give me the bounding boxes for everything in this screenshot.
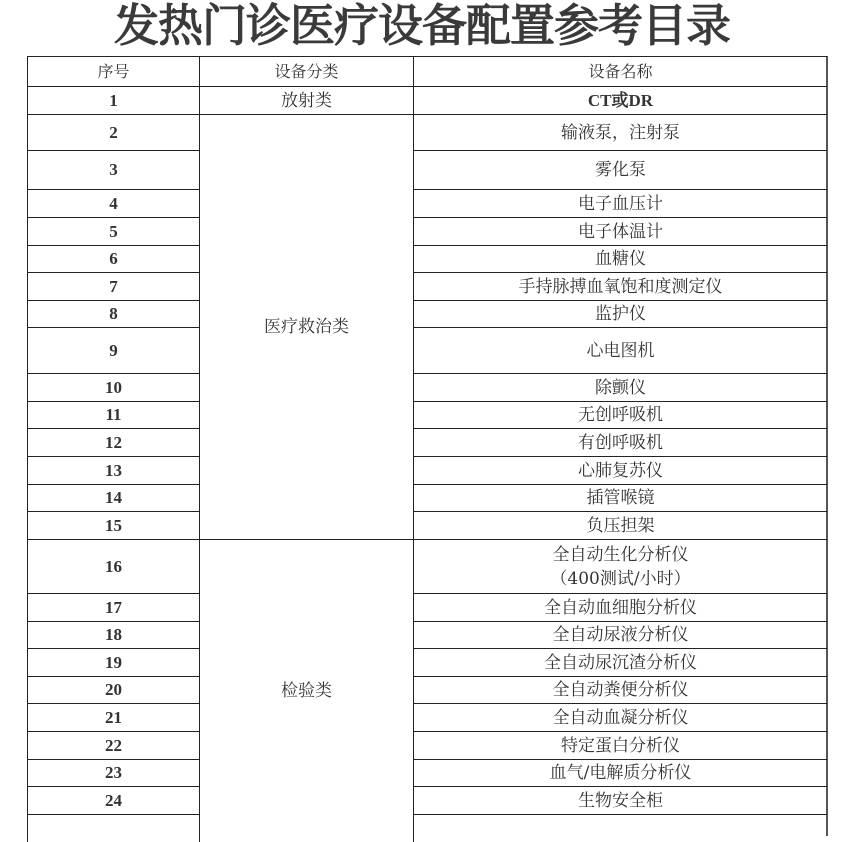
row-number: 24 — [27, 786, 199, 814]
category-cell: 放射类 — [199, 86, 413, 114]
row-number: 11 — [27, 401, 199, 428]
equipment-name — [413, 648, 827, 676]
row-number: 8 — [27, 300, 199, 327]
equipment-name-text: 手持脉搏血氧饱和度测定仪 — [518, 276, 723, 297]
equipment-name — [413, 676, 827, 703]
row-number: 4 — [27, 189, 199, 217]
equipment-name-text: 生物安全柜 — [578, 790, 663, 811]
equipment-name-text: 有创呼吸机 — [578, 432, 663, 453]
equipment-name-text: CT或DR — [587, 90, 654, 110]
equipment-name — [413, 217, 827, 245]
row-number: 13 — [27, 456, 199, 484]
equipment-name — [413, 245, 827, 272]
row-number: 7 — [27, 272, 199, 300]
equipment-name — [413, 786, 827, 814]
row-number: 6 — [27, 245, 199, 272]
equipment-name-partial — [413, 814, 827, 842]
equipment-table — [27, 56, 827, 836]
equipment-name-text: 心电图机 — [586, 340, 655, 361]
equipment-name — [413, 272, 827, 300]
equipment-name-text: 插管喉镜 — [586, 488, 655, 508]
equipment-name — [413, 150, 827, 189]
equipment-name-text: 雾化泵 — [595, 160, 646, 180]
equipment-name — [413, 428, 827, 456]
equipment-name — [413, 373, 827, 401]
equipment-name — [413, 484, 827, 511]
category-cell: 医疗救治类 — [199, 114, 413, 539]
row-number: 20 — [27, 676, 199, 703]
equipment-name — [413, 511, 827, 539]
row-number: 17 — [27, 593, 199, 621]
row-number: 19 — [27, 648, 199, 676]
equipment-name-text: 无创呼吸机 — [578, 405, 663, 425]
header-name: 设备名称 — [413, 56, 827, 86]
row-number: 14 — [27, 484, 199, 511]
equipment-name — [413, 539, 827, 593]
equipment-name-text: 特定蛋白分析仪 — [561, 735, 680, 756]
row-number: 21 — [27, 703, 199, 731]
equipment-name-text: 输液泵，注射泵 — [561, 122, 680, 143]
equipment-name — [413, 300, 827, 327]
equipment-name — [413, 401, 827, 428]
category-cell: 检验类 — [199, 539, 413, 842]
equipment-name-text: 全自动尿沉渣分析仪 — [544, 652, 697, 673]
equipment-name — [413, 731, 827, 759]
equipment-name — [413, 327, 827, 373]
equipment-name — [413, 86, 827, 114]
equipment-name-text: 全自动血细胞分析仪 — [544, 597, 697, 618]
header-no: 序号 — [27, 56, 199, 86]
row-number-partial — [27, 814, 199, 842]
equipment-name-text: 全自动血凝分析仪 — [552, 707, 689, 728]
equipment-name-text: 血气/电解质分析仪 — [549, 763, 692, 783]
equipment-name — [413, 703, 827, 731]
equipment-name-text: 心肺复苏仪 — [578, 460, 663, 481]
equipment-name — [413, 189, 827, 217]
equipment-name-text: 电子血压计 — [578, 193, 663, 214]
row-number: 2 — [27, 114, 199, 150]
equipment-name — [413, 456, 827, 484]
equipment-name-text: 除颤仪 — [595, 377, 646, 398]
row-number: 22 — [27, 731, 199, 759]
equipment-name-text: 全自动生化分析仪 — [552, 544, 689, 565]
row-number: 16 — [27, 539, 199, 593]
equipment-name-text: 全自动粪便分析仪 — [552, 680, 689, 700]
row-number: 12 — [27, 428, 199, 456]
row-number: 9 — [27, 327, 199, 373]
equipment-name — [413, 759, 827, 786]
row-number: 15 — [27, 511, 199, 539]
equipment-name — [413, 593, 827, 621]
document-title: 发热门诊医疗设备配置参考目录 — [113, 0, 730, 52]
row-number: 18 — [27, 621, 199, 648]
equipment-name — [413, 621, 827, 648]
equipment-name-text: 负压担架 — [586, 515, 655, 536]
header-category: 设备分类 — [199, 56, 413, 86]
row-number: 1 — [27, 86, 199, 114]
equipment-name-text-line2: （400测试/小时） — [550, 568, 691, 589]
row-number: 23 — [27, 759, 199, 786]
equipment-name-text: 监护仪 — [595, 304, 646, 324]
equipment-name-text: 电子体温计 — [578, 221, 663, 242]
equipment-name-text: 全自动尿液分析仪 — [552, 625, 689, 645]
equipment-name-text: 血糖仪 — [595, 249, 646, 269]
row-number: 10 — [27, 373, 199, 401]
row-number: 3 — [27, 150, 199, 189]
equipment-name — [413, 114, 827, 150]
row-number: 5 — [27, 217, 199, 245]
